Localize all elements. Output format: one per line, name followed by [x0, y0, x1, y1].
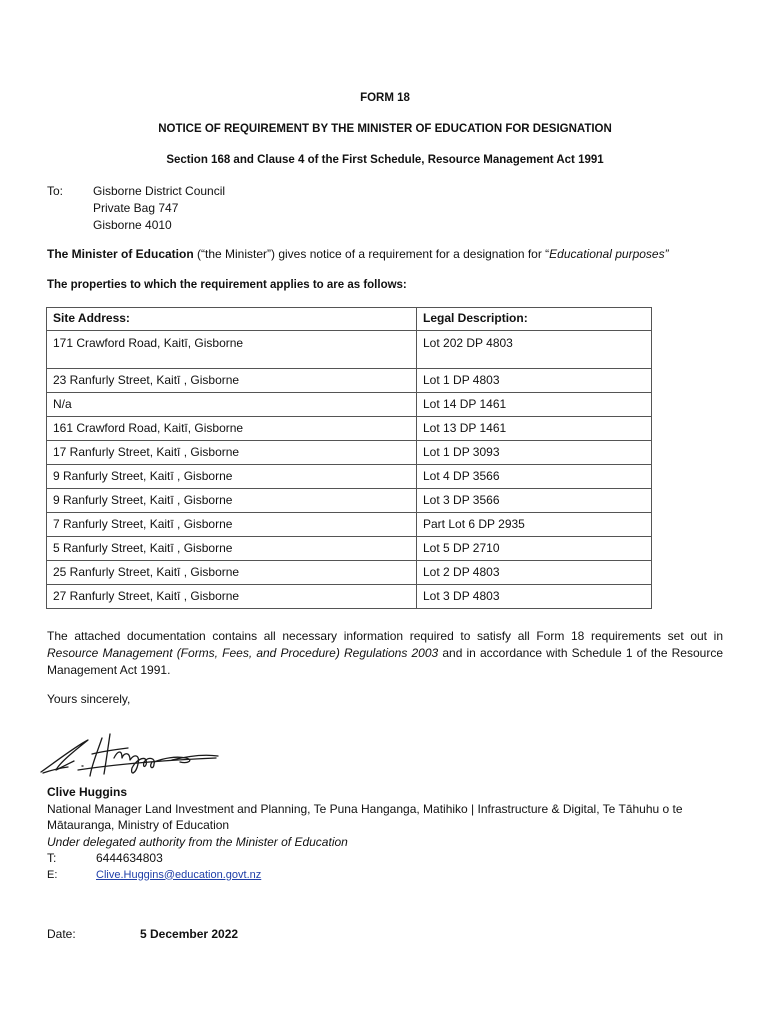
intro-bold: The Minister of Education — [47, 247, 194, 261]
legal-description-cell: Lot 5 DP 2710 — [417, 537, 652, 561]
table-row — [47, 585, 652, 609]
attached-text-2: and in accordance with Schedule 1 of the Resource Management Act 1991. — [47, 646, 723, 677]
table-row — [47, 465, 652, 489]
site-address-cell: 17 Ranfurly Street, Kaitī , Gisborne — [47, 441, 417, 465]
signatory-name: Clive Huggins — [47, 785, 128, 799]
site-address-cell: 171 Crawford Road, Kaitī, Gisborne — [47, 331, 417, 369]
legal-description-cell: Lot 14 DP 1461 — [417, 393, 652, 417]
legal-description-cell: Lot 3 DP 4803 — [417, 585, 652, 609]
legal-description-cell: Lot 2 DP 4803 — [417, 561, 652, 585]
phone-row — [47, 850, 737, 867]
site-address-cell: 5 Ranfurly Street, Kaitī , Gisborne — [47, 537, 417, 561]
table-row — [47, 513, 652, 537]
intro-text: (“the Minister”) gives notice of a requirement for a designation for “ — [193, 247, 550, 261]
site-address-cell: 7 Ranfurly Street, Kaitī , Gisborne — [47, 513, 417, 537]
table-row — [47, 369, 652, 393]
legal-description-cell: Lot 1 DP 4803 — [417, 369, 652, 393]
table-row — [47, 561, 652, 585]
legal-description-cell: Lot 4 DP 3566 — [417, 465, 652, 489]
date-value: 5 December 2022 — [140, 927, 239, 941]
site-address-cell: 9 Ranfurly Street, Kaitī , Gisborne — [47, 489, 417, 513]
table-row — [47, 393, 652, 417]
table-row — [47, 331, 652, 369]
recipient-line-3: Gisborne 4010 — [93, 218, 172, 232]
attached-regulations: Resource Management (Forms, Fees, and Procedure) Regulations 2003 — [47, 646, 439, 660]
legal-description-cell: Lot 202 DP 4803 — [417, 331, 652, 369]
signatory-title: National Manager Land Investment and Planning, Te Puna Hanganga, Matihiko | Infrastructure & Digital, Te Tāhuhu o te Mātauranga, Ministry of Education — [47, 801, 683, 832]
table-header-row — [47, 308, 652, 331]
site-address-cell: N/a — [47, 393, 417, 417]
table-row — [47, 441, 652, 465]
intro-end: ” — [664, 247, 669, 261]
phone-label: T: — [47, 851, 57, 865]
header-legal-description: Legal Description: — [417, 308, 652, 331]
date-label: Date: — [47, 927, 76, 941]
to-label: To: — [47, 184, 64, 198]
header-site-address: Site Address: — [47, 308, 417, 331]
site-address-cell: 161 Crawford Road, Kaitī, Gisborne — [47, 417, 417, 441]
table-row — [47, 537, 652, 561]
email-label: E: — [47, 868, 58, 881]
recipient-line-2: Private Bag 747 — [93, 201, 179, 215]
notice-title: NOTICE OF REQUIREMENT BY THE MINISTER OF EDUCATION FOR DESIGNATION — [158, 123, 612, 135]
signature-image — [38, 730, 223, 780]
closing: Yours sincerely, — [47, 692, 131, 706]
properties-table — [46, 307, 652, 609]
signatory-block — [47, 784, 737, 883]
site-address-cell: 9 Ranfurly Street, Kaitī , Gisborne — [47, 465, 417, 489]
legal-description-cell: Lot 13 DP 1461 — [417, 417, 652, 441]
site-address-cell: 25 Ranfurly Street, Kaitī , Gisborne — [47, 561, 417, 585]
form-title: FORM 18 — [360, 92, 410, 104]
table-row — [47, 489, 652, 513]
email-link[interactable]: Clive.Huggins@education.govt.nz — [96, 868, 262, 881]
recipient-line-1: Gisborne District Council — [93, 184, 226, 198]
phone-number: 6444634803 — [96, 851, 163, 865]
site-address-cell: 27 Ranfurly Street, Kaitī , Gisborne — [47, 585, 417, 609]
attached-text-1: The attached documentation contains all necessary information required to satisfy all Form 18 requirements set out in — [47, 629, 723, 643]
signatory-delegation: Under delegated authority from the Minister of Education — [47, 834, 348, 849]
legal-description-cell: Lot 3 DP 3566 — [417, 489, 652, 513]
recipient-address — [93, 183, 225, 234]
legal-description-cell: Lot 1 DP 3093 — [417, 441, 652, 465]
attached-documentation-paragraph — [47, 628, 723, 679]
intro-purpose: Educational purposes — [549, 247, 665, 261]
section-title: Section 168 and Clause 4 of the First Schedule, Resource Management Act 1991 — [166, 154, 604, 166]
email-row — [47, 867, 737, 884]
table-row — [47, 417, 652, 441]
properties-heading: The properties to which the requirement applies to are as follows: — [47, 279, 407, 291]
intro-paragraph — [47, 247, 669, 261]
site-address-cell: 23 Ranfurly Street, Kaitī , Gisborne — [47, 369, 417, 393]
legal-description-cell: Part Lot 6 DP 2935 — [417, 513, 652, 537]
